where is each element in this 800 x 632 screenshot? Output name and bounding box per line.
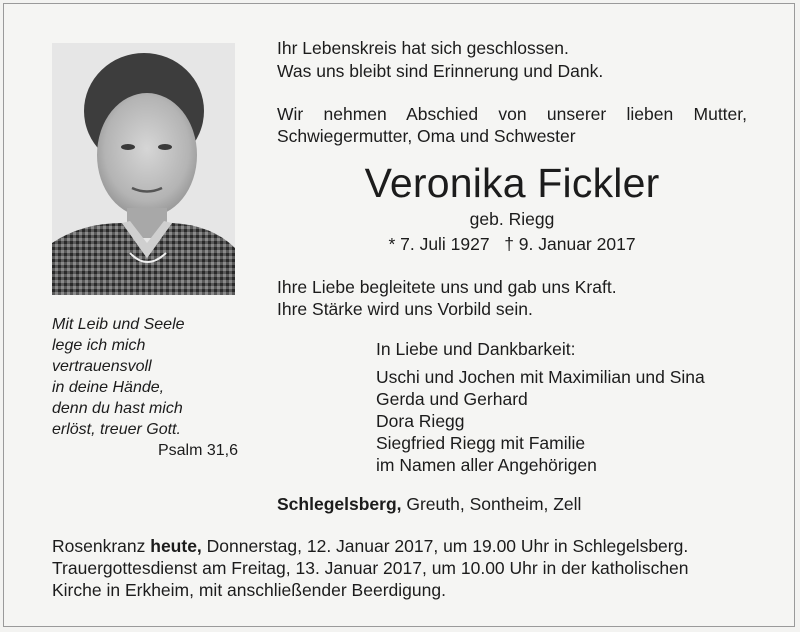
mourner-name: Dora Riegg	[376, 411, 465, 431]
places-others: Greuth, Sontheim, Zell	[401, 494, 582, 514]
funeral-line-2: Kirche in Erkheim, mit anschließender Beerdigung.	[52, 580, 446, 600]
rosary-today: heute,	[150, 536, 202, 556]
bible-verse	[52, 314, 238, 461]
verse-line: denn du hast mich	[52, 400, 183, 417]
intro-line-1: Ihr Lebenskreis hat sich geschlossen.	[277, 38, 569, 58]
mourner-name: Uschi und Jochen mit Maximilian und Sina	[376, 367, 705, 387]
places	[277, 493, 581, 515]
portrait-photo	[52, 43, 235, 295]
funeral-line-1: Trauergottesdienst am Freitag, 13. Januar 2017, um 10.00 Uhr in der katholischen	[52, 558, 689, 578]
farewell-line-1: Wir nehmen Abschied von unserer lieben Mutter,	[277, 104, 747, 124]
verse-reference: Psalm 31,6	[157, 442, 238, 459]
verse-line: lege ich mich	[52, 337, 146, 354]
tribute-line-2: Ihre Stärke wird uns Vorbild sein.	[277, 299, 533, 319]
portrait-image	[52, 43, 235, 295]
places-main: Schlegelsberg,	[277, 494, 402, 514]
mourner-name: im Namen aller Angehörigen	[376, 455, 597, 475]
maiden-name: geb. Riegg	[469, 209, 555, 229]
rosary-post: Donnerstag, 12. Januar 2017, um 19.00 Uhr in Schlegelsberg.	[201, 536, 689, 556]
verse-line: in deine Hände,	[52, 379, 165, 396]
verse-line: vertrauensvoll	[52, 358, 152, 375]
mourner-name: Gerda und Gerhard	[376, 389, 528, 409]
intro-line-2: Was uns bleibt sind Erinnerung und Dank.	[277, 61, 604, 81]
life-dates: * 7. Juli 1927 † 9. Januar 2017	[388, 234, 636, 254]
rosary-info	[52, 535, 688, 557]
mourners-heading: In Liebe und Dankbarkeit:	[376, 339, 576, 359]
farewell-line-2: Schwiegermutter, Oma und Schwester	[277, 126, 576, 146]
verse-line: Mit Leib und Seele	[52, 316, 185, 333]
mourner-name: Siegfried Riegg mit Familie	[376, 433, 586, 453]
deceased-name: Veronika Fickler	[364, 160, 660, 206]
rosary-pre: Rosenkranz	[52, 536, 151, 556]
verse-line: erlöst, treuer Gott.	[52, 421, 181, 438]
tribute-line-1: Ihre Liebe begleitete uns und gab uns Kraft.	[277, 277, 617, 297]
